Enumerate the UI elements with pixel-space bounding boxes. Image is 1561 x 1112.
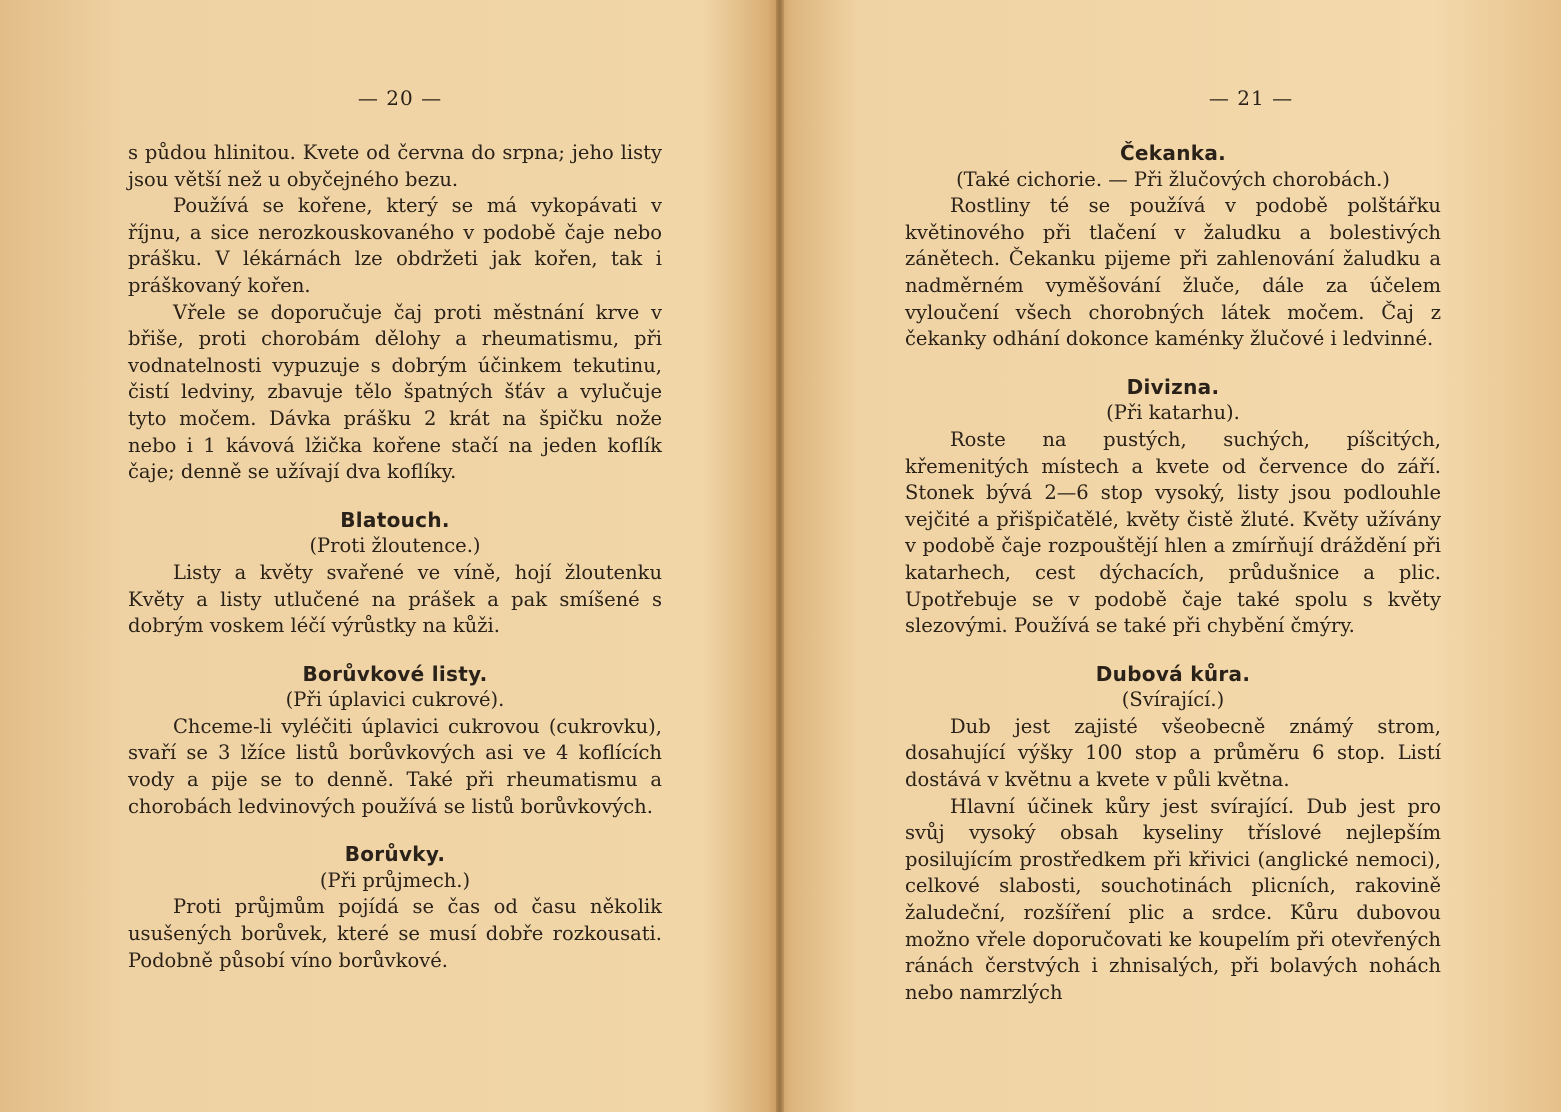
section-subtitle: (Svírající.) xyxy=(1121,688,1225,712)
section-title: Borůvkové listy. xyxy=(302,661,488,686)
section-title: Dubová kůra. xyxy=(1095,661,1251,686)
section-title: Blatouch. xyxy=(340,507,450,532)
page-number: — 21 — xyxy=(1208,86,1294,110)
section-subtitle: (Při úplavici cukrové). xyxy=(285,688,505,712)
section-divizna xyxy=(905,374,1441,640)
section-cekanka xyxy=(905,140,1441,353)
left-page xyxy=(0,0,780,1112)
section-subtitle: (Při průjmech.) xyxy=(319,868,471,892)
section-dubova-kura xyxy=(905,661,1441,1007)
section-title: Borůvky. xyxy=(344,842,446,867)
section-subtitle: (Proti žloutence.) xyxy=(309,534,481,558)
section-text: Proti průjmům pojídá se čas od času několik usušených borůvek, které se musí dobře rozkousati. Podobně působí víno borůvkové. xyxy=(128,895,662,972)
section-title: Divizna. xyxy=(1126,374,1220,399)
section-text: Chceme-li vyléčiti úplavici cukrovou (cukrovku), svaří se 3 lžíce listů borůvkových asi ve 4 koflících vody a pije se to denně. Také při rheumatismu a chorobách ledvinových používá se listů borůvkových. xyxy=(128,714,662,818)
section-text: Hlavní účinek kůry jest svírající. Dub jest pro svůj vysoký obsah kyseliny tříslové nejlepším posilujícím prostředkem při křivici (anglické nemoci), celkové slabosti, souchotinách plicních, rakovině žaludeční, rozšíření plic a srdce. Kůru dubovou možno vřele doporučovati ke koupelím při otevřených ránách čerstvých i zhnisalých, při bolavých nohách nebo namrzlých xyxy=(905,794,1441,1004)
section-text: Rostliny té se používá v podobě polštářku květinového při tlačení v žaludku a bolestivých zánětech. Čekanku pijeme při zahlenování žaludku a nadměrném vyměšování žluče, dále za účelem vyloučení všech chorobných látek močem. Čaj z čekanky odhání dokonce kaménky žlučové i ledvinné. xyxy=(905,194,1441,351)
paragraph: Používá se kořene, který se má vykopávati v říjnu, a sice nerozkouskovaného v podobě čaje nebo prášku. V lékárnách lze obdržeti jak kořen, tak i práškovaný kořen. xyxy=(128,194,662,297)
paragraph: Vřele se doporučuje čaj proti městnání krve v břiše, proti chorobám dělohy a rheumatismu, při vodnatelnosti vypuzuje s dobrým účinkem tekutinu, čistí ledviny, zbavuje tělo špatných šťáv a vylučuje tyto močem. Dávka prášku 2 krát na špičku nože nebo i 1 kávová lžička kořene stačí na jeden koflík čaje; denně se užívají dva koflíky. xyxy=(128,300,662,484)
paragraph: s půdou hlinitou. Kvete od června do srpna; jeho listy jsou větší než u obyčejného bezu. xyxy=(128,141,662,191)
right-text-column xyxy=(905,140,1441,1006)
section-subtitle: (Také cichorie. — Při žlučových chorobách.) xyxy=(956,167,1390,191)
section-text: Listy a květy svařené ve víně, hojí žloutenku Květy a listy utlučené na prášek a pak smíšené s dobrým voskem léčí výrůstky na kůži. xyxy=(128,560,662,638)
section-text: Dub jest zajisté všeobecně známý strom, dosahující výšky 100 stop a průměru 6 stop. Listí dostává v květnu a kvete v půli května. xyxy=(905,714,1441,792)
page-number: — 20 — xyxy=(357,86,443,110)
left-text-column xyxy=(128,140,662,974)
right-page xyxy=(781,0,1561,1112)
section-boruvkove-listy xyxy=(128,661,662,821)
section-boruvky xyxy=(128,841,662,974)
section-text: Roste na pustých, suchých, píšcitých, křemenitých místech a kvete od července do září. Stonek bývá 2—6 stop vysoký, listy jsou podlouhle vejčité a přišpičatělé, květy čistě žluté. Květy užívány v podobě čaje rozpouštějí hlen a zmírňují dráždění při katarhech, cest dýchacích, průdušnice a plic. Upotřebuje se v podobě čaje také spolu s květy slezovými. Používá se také při chybění čmýry. xyxy=(905,427,1441,638)
section-title: Čekanka. xyxy=(1119,141,1227,165)
section-blatouch xyxy=(128,507,662,640)
section-subtitle: (Při katarhu). xyxy=(1106,401,1240,425)
